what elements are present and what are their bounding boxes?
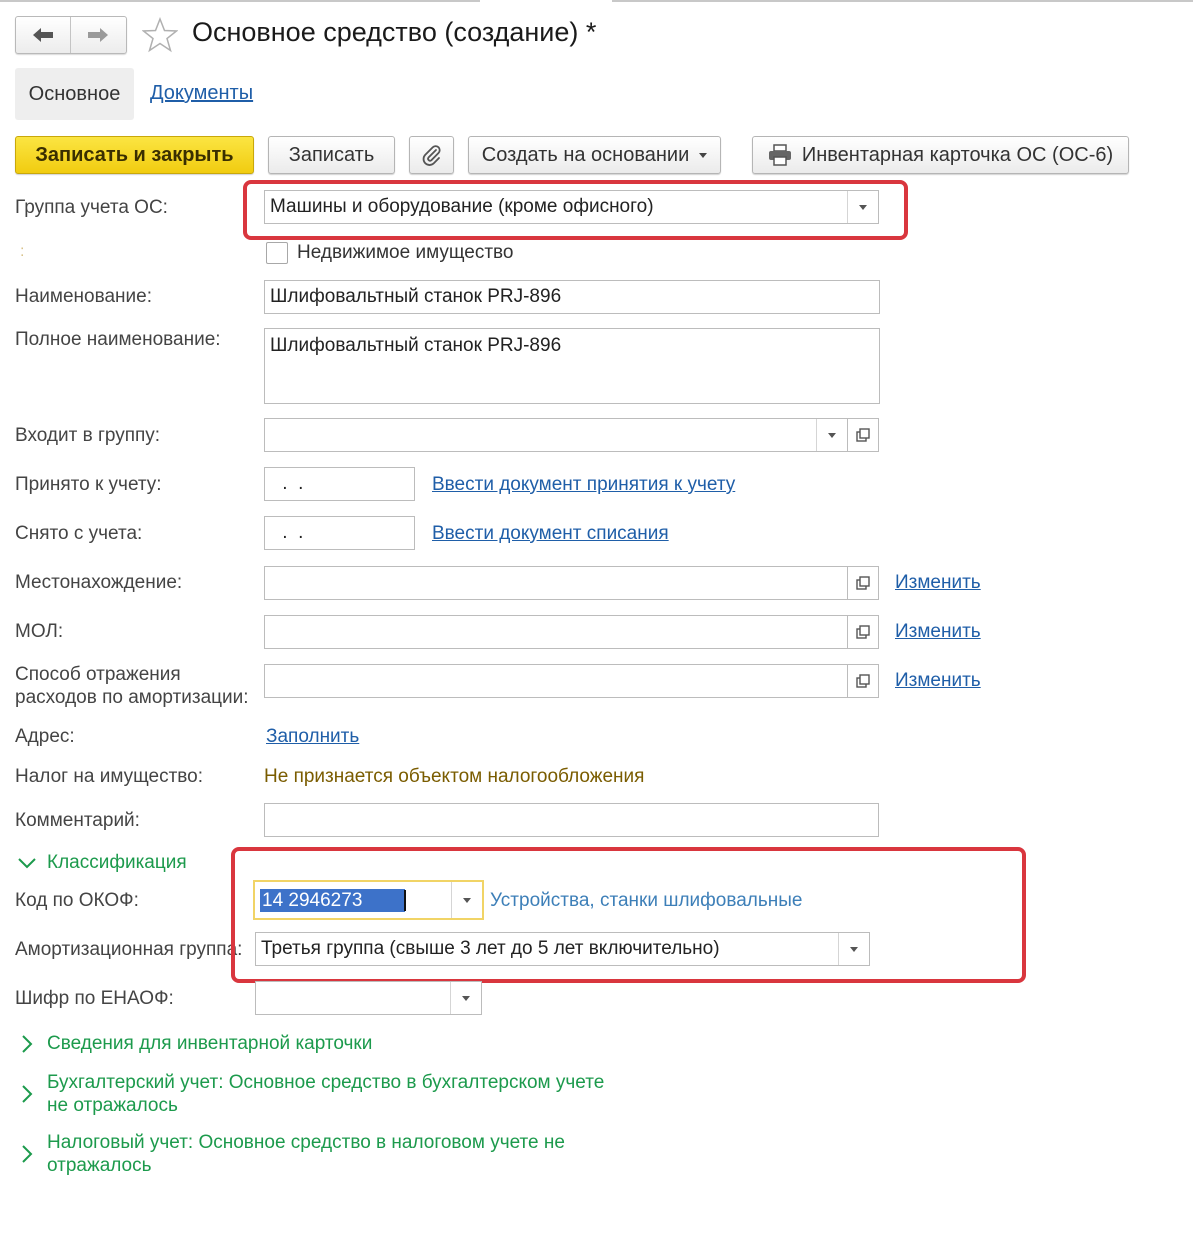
parent-group-open-button[interactable] <box>848 418 879 452</box>
accept-document-link[interactable]: Ввести документ принятия к учету <box>432 474 736 495</box>
parent-group-select[interactable] <box>264 418 848 452</box>
tax-section-title-line1: Налоговый учет: Основное средство в налоговом учете не <box>47 1132 565 1153</box>
tab-main[interactable]: Основное <box>15 68 134 120</box>
print-inventory-card-button[interactable] <box>752 136 1129 174</box>
open-form-icon <box>856 576 870 590</box>
location-change-link[interactable]: Изменить <box>895 572 981 593</box>
navigation-buttons <box>15 16 127 54</box>
enaof-select[interactable] <box>255 981 482 1015</box>
amortization-group-value: Третья группа (свыше 3 лет до 5 лет включительно) <box>261 938 720 959</box>
print-card-label: Инвентарная карточка ОС (ОС-6) <box>801 143 1114 166</box>
fullname-textarea[interactable] <box>264 328 880 404</box>
mol-open-button[interactable] <box>848 615 879 649</box>
dropdown-arrow-icon <box>699 153 707 158</box>
fullname-label: Полное наименование: <box>15 329 221 350</box>
save-button[interactable]: Записать <box>268 136 395 174</box>
inventory-card-section-title: Сведения для инвентарной карточки <box>47 1033 373 1054</box>
back-arrow-icon <box>31 27 55 43</box>
property-tax-label: Налог на имущество: <box>15 766 204 787</box>
parent-group-label: Входит в группу: <box>15 425 161 446</box>
open-form-icon <box>856 428 870 442</box>
location-open-button[interactable] <box>848 566 879 600</box>
favorite-star-icon[interactable] <box>142 17 178 53</box>
property-tax-value: Не признается объектом налогообложения <box>264 766 645 787</box>
comment-label: Комментарий: <box>15 810 140 831</box>
save-and-close-button[interactable]: Записать и закрыть <box>15 136 254 174</box>
chevron-down-icon <box>17 856 37 870</box>
accepted-label: Принято к учету: <box>15 474 162 495</box>
mol-change-link[interactable]: Изменить <box>895 621 981 642</box>
address-label: Адрес: <box>15 726 75 747</box>
open-form-icon <box>856 674 870 688</box>
depreciation-open-button[interactable] <box>848 664 879 698</box>
writeoff-document-link[interactable]: Ввести документ списания <box>432 523 669 544</box>
location-input[interactable] <box>264 566 848 600</box>
dropdown-arrow-icon <box>462 996 470 1001</box>
open-form-icon <box>856 625 870 639</box>
removed-date-value: . . <box>277 522 304 543</box>
okof-label: Код по ОКОФ: <box>15 890 139 911</box>
dropdown-arrow-icon <box>828 433 836 438</box>
group-value: Машины и оборудование (кроме офисного) <box>270 196 654 217</box>
realty-label: Недвижимое имущество <box>297 242 514 263</box>
group-label: Группа учета ОС: <box>15 197 168 218</box>
depreciation-method-input[interactable] <box>264 664 848 698</box>
name-input[interactable] <box>264 280 880 314</box>
printer-icon <box>768 144 792 166</box>
depreciation-change-link[interactable]: Изменить <box>895 670 981 691</box>
parent-group-dropdown-button[interactable] <box>816 419 847 451</box>
classification-header: Классификация <box>47 852 187 873</box>
removed-label: Снято с учета: <box>15 523 143 544</box>
window-top-border <box>0 0 1193 3</box>
forward-arrow-icon <box>86 27 110 43</box>
fullname-value: Шлифовальтный станок PRJ-896 <box>270 335 562 356</box>
tax-section-title-line2: отражалось <box>47 1155 152 1176</box>
top-border-segment <box>612 0 1193 2</box>
highlight-box <box>231 847 1026 983</box>
create-based-on-label: Создать на основании <box>481 143 690 166</box>
page-title: Основное средство (создание) * <box>192 17 597 47</box>
mol-input[interactable] <box>264 615 848 649</box>
accounting-section-title-line1: Бухгалтерский учет: Основное средство в бухгалтерском учете <box>47 1072 605 1093</box>
name-value: Шлифовальтный станок PRJ-896 <box>270 286 562 307</box>
address-fill-link[interactable]: Заполнить <box>266 726 360 747</box>
tab-documents[interactable]: Документы <box>150 82 254 104</box>
okof-value: 14 2946273 <box>260 889 405 912</box>
depreciation-label-line1: Способ отражения <box>15 664 181 685</box>
top-border-segment <box>0 0 480 2</box>
chevron-right-icon <box>20 1034 34 1054</box>
highlight-box <box>243 180 908 240</box>
enaof-label: Шифр по ЕНАОФ: <box>15 988 174 1009</box>
paperclip-icon <box>421 144 443 166</box>
accounting-section-title-line2: не отражалось <box>47 1095 178 1116</box>
name-label: Наименование: <box>15 286 152 307</box>
create-based-on-button[interactable] <box>468 136 721 174</box>
realty-colon: : <box>20 243 25 260</box>
classification-toggle[interactable] <box>17 852 187 874</box>
chevron-right-icon <box>20 1144 34 1164</box>
accepted-date-value: . . <box>277 473 304 494</box>
enaof-dropdown-button[interactable] <box>450 982 481 1014</box>
location-label: Местонахождение: <box>15 572 183 593</box>
mol-label: МОЛ: <box>15 621 64 642</box>
okof-description: Устройства, станки шлифовальные <box>490 890 803 911</box>
comment-input[interactable] <box>264 803 879 837</box>
realty-checkbox[interactable] <box>266 242 288 264</box>
removed-date-input[interactable] <box>264 516 415 550</box>
depreciation-label-line2: расходов по амортизации: <box>15 687 249 708</box>
chevron-right-icon <box>20 1084 34 1104</box>
forward-button[interactable] <box>71 17 125 53</box>
accepted-date-input[interactable] <box>264 467 415 501</box>
attach-button[interactable] <box>409 136 454 174</box>
amortization-group-label: Амортизационная группа: <box>15 939 243 960</box>
back-button[interactable] <box>16 17 71 53</box>
